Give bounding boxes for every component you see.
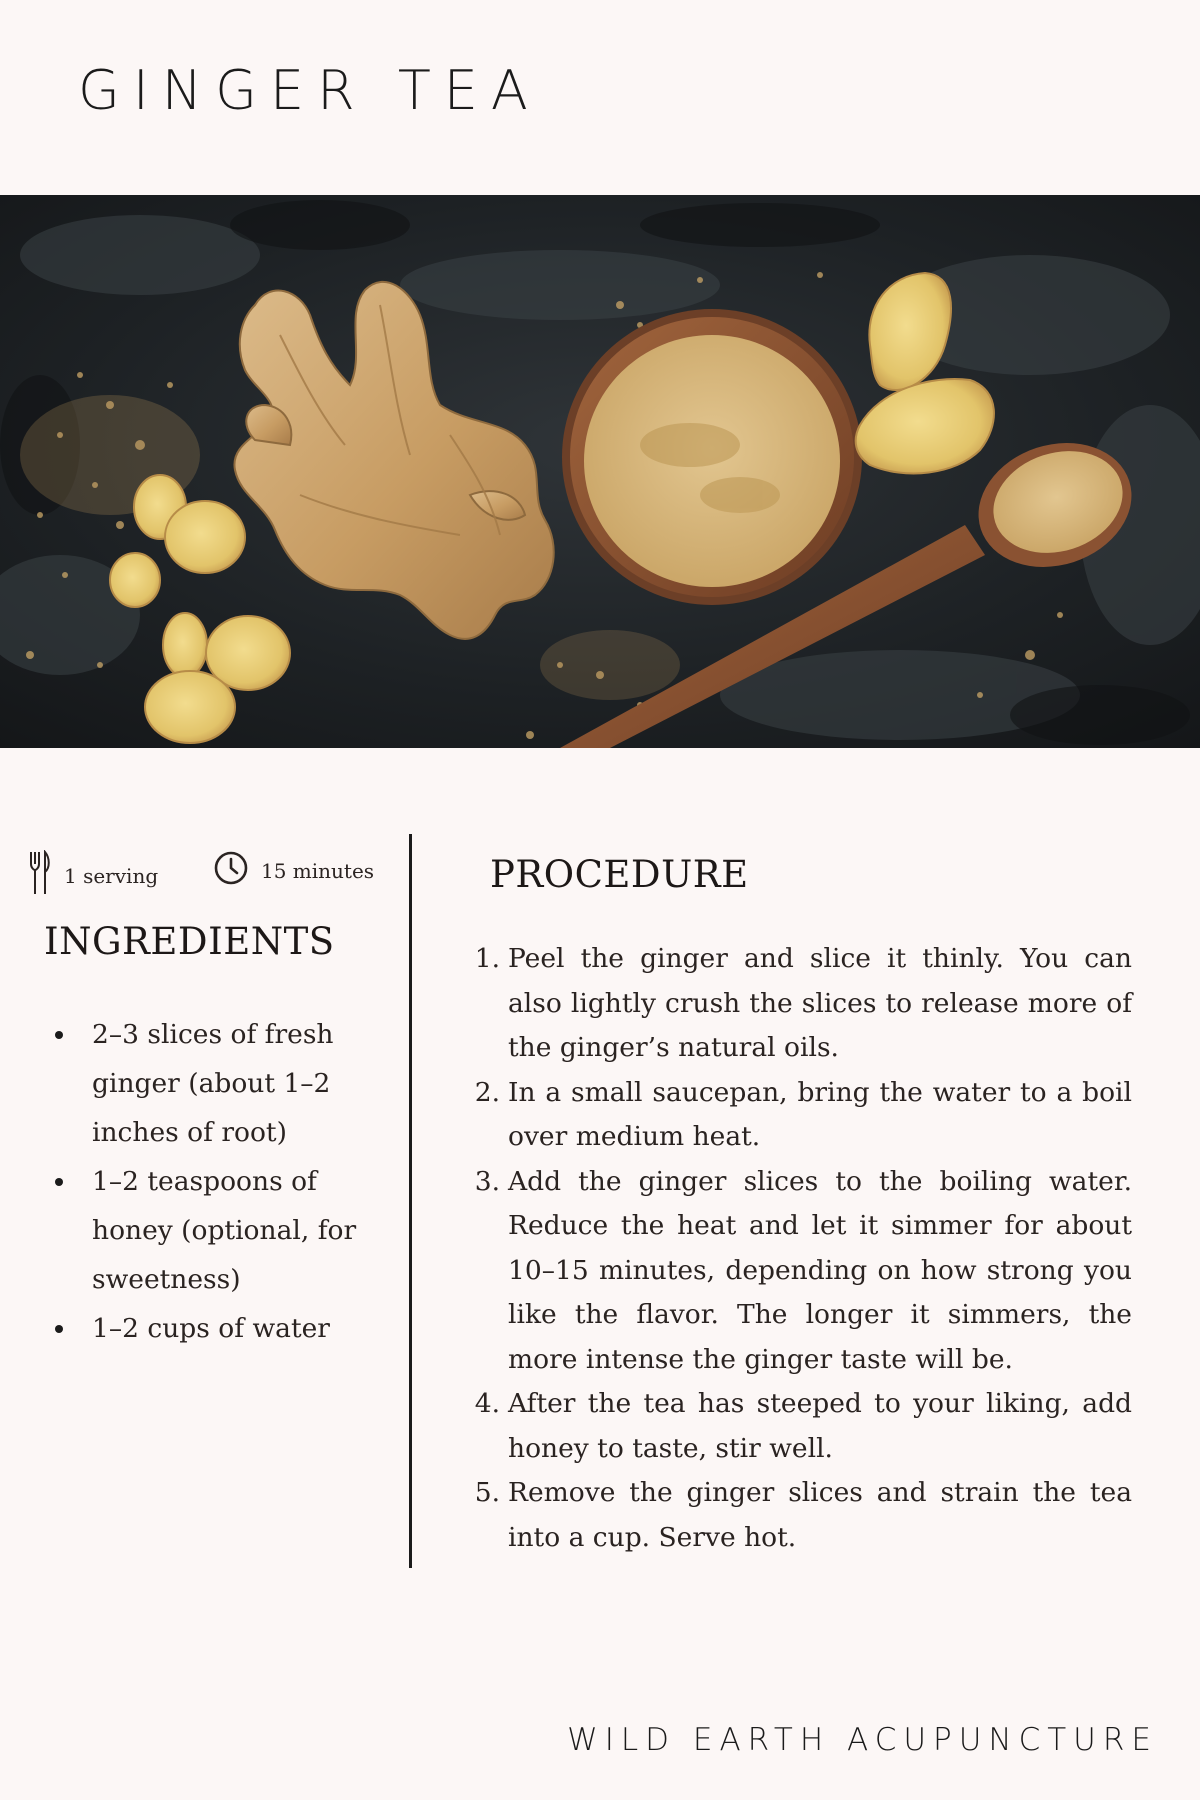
procedure-step — [464, 1471, 1132, 1560]
column-divider — [409, 834, 412, 1568]
procedure-step — [464, 1382, 1132, 1471]
page-title: GINGER TEA — [78, 59, 541, 122]
step-number: 3. — [474, 1165, 500, 1197]
procedure-step — [464, 1160, 1132, 1383]
procedure-step — [464, 1071, 1132, 1160]
ingredient-item: 2–3 slices of fresh ginger (about 1–2 inches of root) — [42, 1010, 397, 1157]
recipe-meta — [28, 850, 398, 898]
brand-footer: WILD EARTH ACUPUNCTURE — [567, 1722, 1158, 1758]
time-info — [213, 850, 374, 891]
procedure-list — [464, 937, 1132, 1560]
ingredient-item: 1–2 cups of water — [42, 1304, 397, 1353]
step-number: 1. — [474, 943, 500, 974]
procedure-heading: PROCEDURE — [490, 853, 749, 896]
hero-image — [0, 195, 1200, 748]
step-text: Remove the ginger slices and strain the tea into a cup. Serve hot. — [508, 1477, 1132, 1553]
step-text: Add the ginger slices to the boiling water. Reduce the heat and let it simmer for about 10–15 minutes, depending on how strong you like the flavor. The longer it simmers, the more intense the ginger taste will be. — [508, 1165, 1132, 1375]
clock-icon — [213, 850, 249, 891]
step-text: Peel the ginger and slice it thinly. You can also lightly crush the slices to release more of the ginger’s natural oils. — [508, 943, 1132, 1063]
step-number: 2. — [474, 1076, 500, 1108]
step-number: 4. — [474, 1388, 500, 1419]
servings-info — [28, 850, 158, 901]
ingredient-item: 1–2 teaspoons of honey (optional, for sweetness) — [42, 1157, 397, 1304]
fork-knife-icon — [28, 850, 52, 901]
step-text: In a small saucepan, bring the water to a boil over medium heat. — [508, 1076, 1132, 1152]
step-number: 5. — [474, 1477, 500, 1508]
step-text: After the tea has steeped to your liking, add honey to taste, stir well. — [508, 1388, 1132, 1464]
ingredients-heading: INGREDIENTS — [44, 920, 335, 963]
procedure-step — [464, 937, 1132, 1071]
ingredients-list — [42, 1010, 397, 1353]
time-label: 15 minutes — [261, 858, 375, 883]
servings-label: 1 serving — [64, 863, 159, 888]
